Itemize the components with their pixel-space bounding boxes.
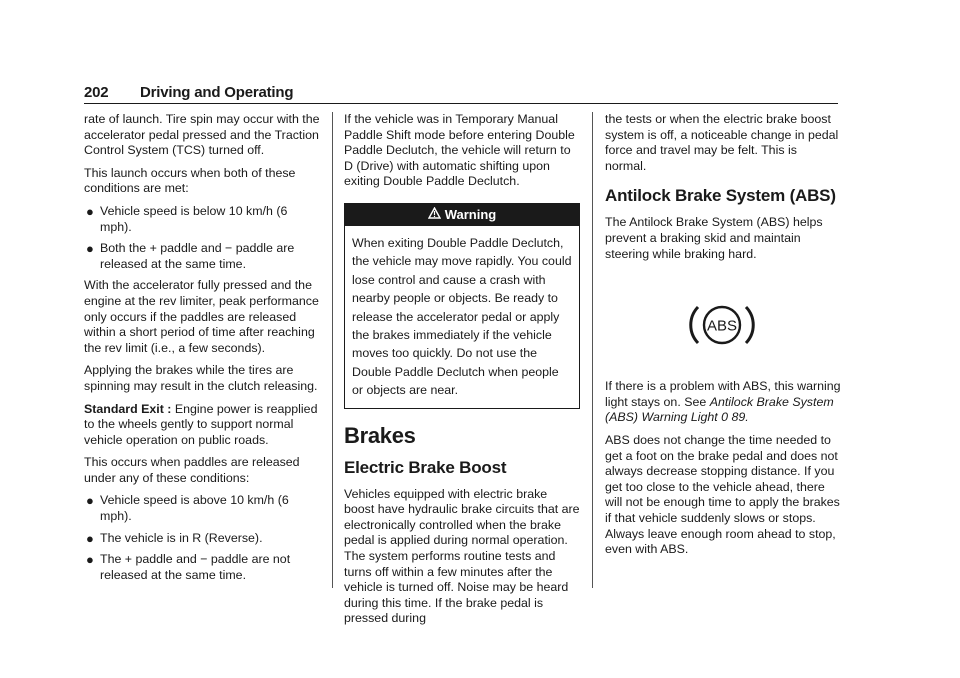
list-item: ● The + paddle and − paddle are not released at the same time. — [86, 552, 291, 582]
paragraph: This occurs when paddles are released under any of these conditions: — [84, 455, 300, 485]
column-3 — [605, 112, 841, 565]
column-divider — [332, 112, 333, 588]
cross-reference-link[interactable]: Antilock Brake System (ABS) Warning Light — [605, 394, 834, 425]
heading-abs: Antilock Brake System (ABS) — [605, 186, 836, 206]
warning-triangle-icon — [428, 204, 441, 226]
section-title: Driving and Operating — [140, 84, 294, 101]
abs-figure — [605, 269, 841, 379]
paragraph: This launch occurs when both of these conditions are met: — [84, 165, 296, 196]
page-number: 202 — [84, 84, 109, 101]
standard-exit-label: Standard Exit : — [84, 401, 172, 416]
paragraph: Vehicles equipped with electric brake boost have hydraulic brake circuits that are electronically controlled when the brake pedal is applied during normal operation. The system performs routine tests and turns off within a few minutes after the vehicle is turned off. Noise may be heard during this time. If the brake pedal is pressed during — [344, 486, 580, 626]
list-item: ● Vehicle speed is below 10 km/h (6 mph). — [86, 203, 288, 234]
abs-icon-text: ABS — [706, 317, 738, 335]
column-divider — [592, 112, 593, 588]
column-2 — [344, 112, 580, 634]
header-rule — [84, 103, 838, 104]
bullet-icon: ● — [86, 241, 94, 257]
paragraph: the tests or when the electric brake boost system is off, a noticeable change in pedal force and travel may be felt. This is normal. — [605, 112, 839, 173]
bullet-icon: ● — [86, 203, 94, 219]
paragraph: ABS does not change the time needed to get a foot on the brake pedal and does not always decrease stopping distance. If you get too close to the vehicle ahead, there will not be enough time to apply the brakes if that vehicle suddenly slows or stops. Always leave enough room ahead to stop, even with ABS. — [605, 432, 840, 557]
heading-brakes: Brakes — [344, 422, 416, 448]
paragraph-standard-exit: Standard Exit : Engine power is reapplied to the wheels gently to support normal vehicle operation on public roads. — [84, 401, 318, 447]
bullet-icon: ● — [86, 552, 94, 568]
warning-header — [345, 204, 579, 226]
heading-electric-brake-boost: Electric Brake Boost — [344, 457, 507, 477]
warning-text: When exiting Double Paddle Declutch, the vehicle may move rapidly. You could lose control and cause a crash with nearby people or objects. Be ready to release the accelerator pedal or apply the brakes immediately if the vehicle moves too quickly. Do not use the Double Paddle Declutch when people or objects are near. — [352, 235, 572, 398]
paragraph: Applying the brakes while the tires are spinning may result in the clutch releasing. — [84, 363, 318, 393]
list-item: ● The vehicle is in R (Reverse). — [86, 530, 263, 546]
paragraph: rate of launch. Tire spin may occur with the accelerator pedal pressed and the Traction Control System (TCS) turned off. — [84, 112, 320, 158]
bullet-icon: ● — [86, 530, 94, 546]
warning-title: Warning — [444, 206, 497, 222]
abs-warning-icon — [689, 301, 755, 349]
paragraph: With the accelerator fully pressed and the engine at the rev limiter, peak performance only occurs if the paddles are released within a short period of time after reaching the rev limit (i.e., a few seconds). — [84, 278, 319, 355]
warning-box — [344, 203, 580, 409]
bullet-icon: ● — [86, 493, 94, 509]
list-item: ● Both the + paddle and − paddle are released at the same time. — [86, 241, 295, 271]
paragraph-abs-warning: If there is a problem with ABS, this warning light stays on. See Antilock Brake System (ABS) Warning Light 0 89. — [605, 379, 841, 425]
list-item: ● Vehicle speed is above 10 km/h (6 mph). — [86, 493, 289, 524]
paragraph: The Antilock Brake System (ABS) helps prevent a braking skid and maintain steering while braking hard. — [605, 215, 823, 261]
page-header — [84, 84, 838, 104]
paragraph: If the vehicle was in Temporary Manual Paddle Shift mode before entering Double Paddle Declutch, the vehicle will return to D (Drive) with automatic shifting upon exiting Double Paddle Declutch. — [344, 112, 575, 189]
column-1 — [84, 112, 320, 589]
